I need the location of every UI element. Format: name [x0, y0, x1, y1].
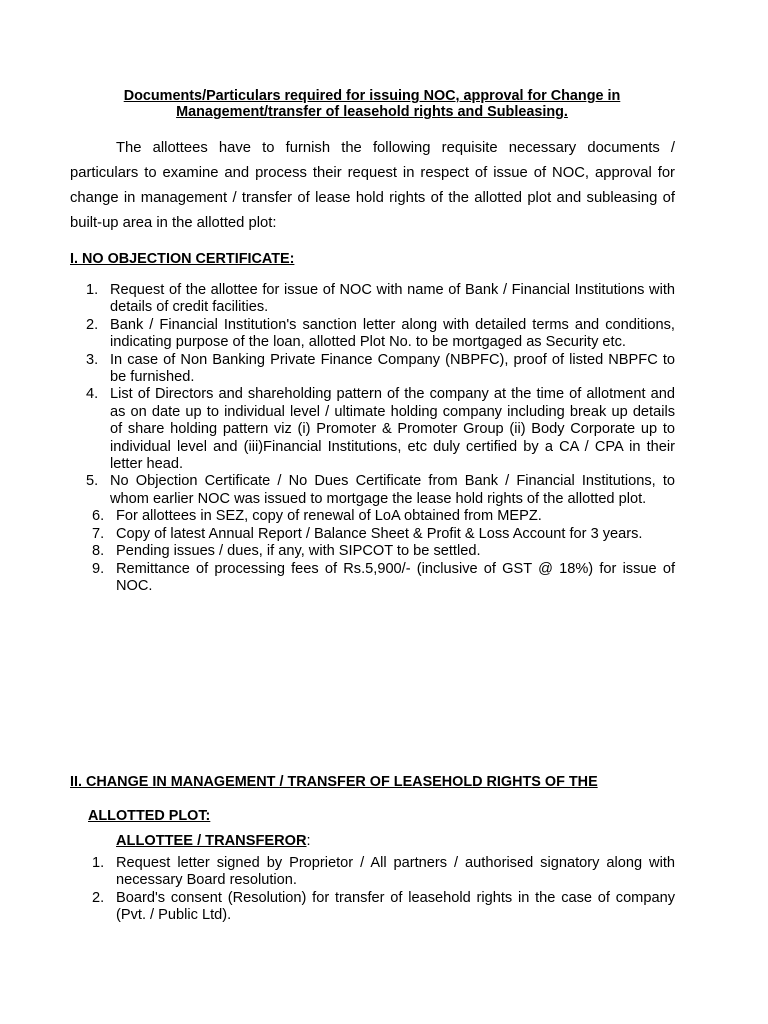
intro-paragraph: [70, 136, 675, 236]
section-1-list: [70, 282, 675, 595]
list-item: 9. Remittance of processing fees of Rs.5,900/- (inclusive of GST @ 18%) for issue of NOC.: [92, 560, 675, 594]
list-item: 4. List of Directors and shareholding pattern of the company at the time of allotment and as on date up to individual level / ultimate holding company including break up details of share holding pattern viz (i) Promoter & Promoter Group (ii) Body Corporate up to individual level and (iii)Financial Institutions, etc duly certified by a CA / CPA in their letter head.: [86, 386, 675, 473]
list-item: 1. Request of the allottee for issue of NOC with name of Bank / Financial Institutions with details of credit facilities.: [86, 282, 675, 316]
list-item: 2. Bank / Financial Institution's sanction letter along with detailed terms and conditions, indicating purpose of the loan, allotted Plot No. to be mortgaged as Security etc.: [86, 316, 675, 351]
list-item: 2. Board's consent (Resolution) for transfer of leasehold rights in the case of company (Pvt. / Public Ltd).: [92, 889, 675, 924]
list-item: 3. In case of Non Banking Private Finance Company (NBPFC), proof of listed NBPFC to be furnished.: [86, 351, 675, 386]
section-2-heading-line-2: ALLOTTED PLOT:: [88, 808, 211, 824]
list-item: 6. For allottees in SEZ, copy of renewal of LoA obtained from MEPZ.: [92, 508, 542, 525]
list-item: 5. No Objection Certificate / No Dues Certificate from Bank / Financial Institutions, to whom earlier NOC was issued to mortgage the lease hold rights of the allotted plot.: [86, 473, 675, 507]
title-line-2: Management/transfer of leasehold rights and Subleasing.: [176, 104, 568, 120]
section-2-heading-line-1: II. CHANGE IN MANAGEMENT / TRANSFER OF LEASEHOLD RIGHTS OF THE: [70, 774, 598, 790]
list-item: 7. Copy of latest Annual Report / Balance Sheet & Profit & Loss Account for 3 years.: [92, 525, 643, 542]
section-1-heading: I. NO OBJECTION CERTIFICATE:: [70, 251, 295, 267]
intro-text: The allottees have to furnish the following requisite necessary documents / particulars to examine and process their request in respect of issue of NOC, approval for change in management / transfer of lease hold rights of the allotted plot and subleasing of built-up area in the allotted plot:: [70, 140, 675, 231]
section-2-list: [70, 855, 675, 925]
title-line-1: Documents/Particulars required for issuing NOC, approval for Change in: [123, 88, 621, 104]
document-title: [70, 88, 674, 120]
list-item: 8. Pending issues / dues, if any, with SIPCOT to be settled.: [92, 543, 481, 560]
allottee-subheading: ALLOTTEE / TRANSFEROR:: [116, 833, 311, 849]
section-2-heading: [70, 765, 690, 833]
list-item: 1. Request letter signed by Proprietor / All partners / authorised signatory along with necessary Board resolution.: [92, 855, 675, 889]
